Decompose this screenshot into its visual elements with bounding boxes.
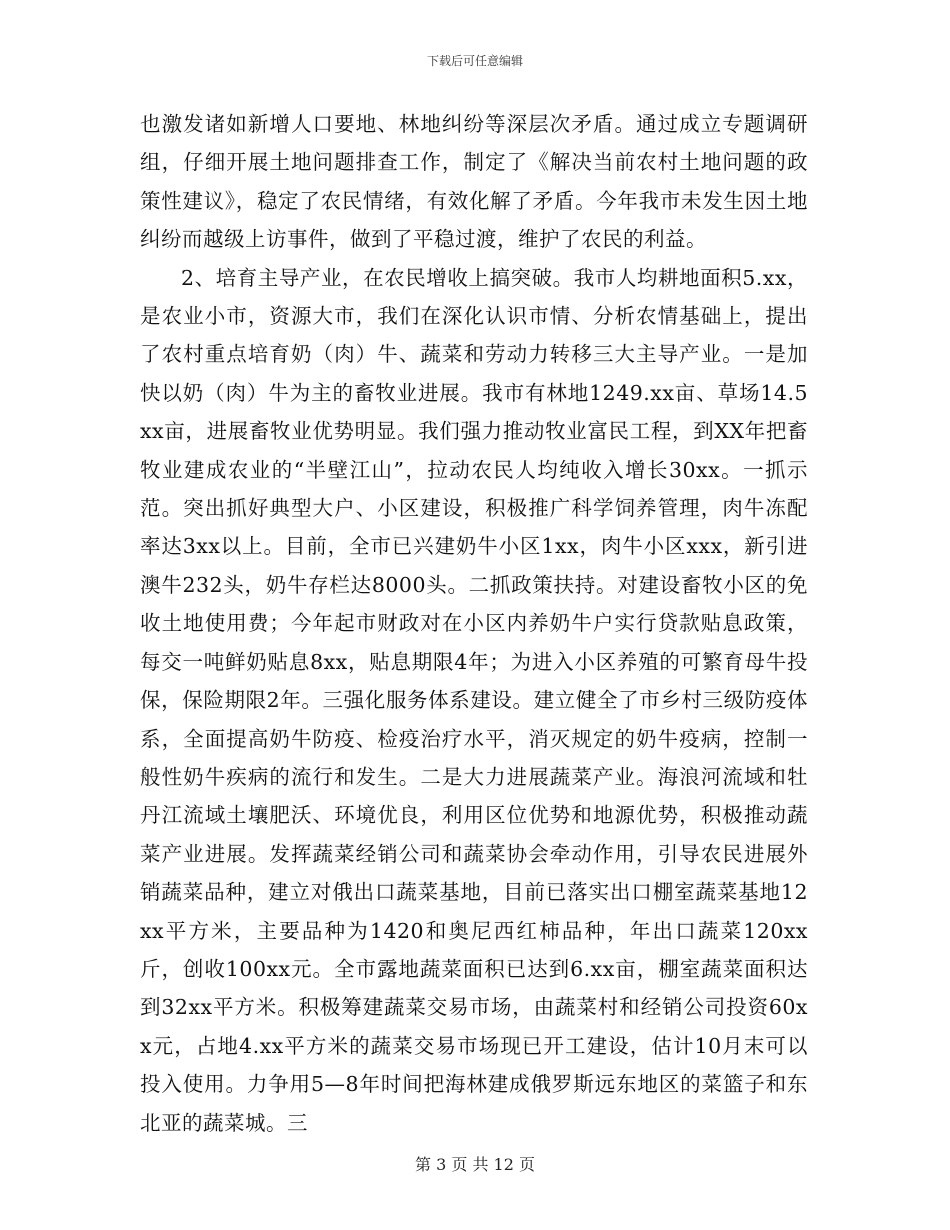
page-number-footer: 第 3 页 共 12 页 — [415, 1155, 535, 1174]
paragraph-leading-industry: 2、培育主导产业，在农民增收上搞突破。我市人均耕地面积5.xx，是农业小市，资源大市，我们在深化认识市情、分析农情基础上，提出了农村重点培育奶（肉）牛、蔬菜和劳动力转移三大主导产业。一是加快以奶（肉）牛为主的畜牧业进展。我市有林地1249.xx亩、草场14.5xx亩，进展畜牧业优势明显。我们强力推动牧业富民工程，到XX年把畜牧业建成农业的“半壁江山”，拉动农民人均纯收入增长30xx。一抓示范。突出抓好典型大户、小区建设，积极推广科学饲养管理，肉牛冻配率达3xx以上。目前，全市已兴建奶牛小区1xx，肉牛小区xxx，新引进澳牛232头，奶牛存栏达8000头。二抓政策扶持。对建设畜牧小区的免收土地使用费；今年起市财政对在小区内养奶牛户实行贷款贴息政策，每交一吨鲜奶贴息8xx，贴息期限4年；为进入小区养殖的可繁育母牛投保，保险期限2年。三强化服务体系建设。建立健全了市乡村三级防疫体系，全面提高奶牛防疫、检疫治疗水平，消灭规定的奶牛疫病，控制一般性奶牛疾病的流行和发生。二是大力进展蔬菜产业。海浪河流域和牡丹江流域土壤肥沃、环境优良，利用区位优势和地源优势，积极推动蔬菜产业进展。发挥蔬菜经销公司和蔬菜协会牵动作用，引导农民进展外销蔬菜品种，建立对俄出口蔬菜基地，目前已落实出口棚室蔬菜基地12xx平方米，主要品种为1420和奥尼西红柿品种，年出口蔬菜120xx斤，创收100xx元。全市露地蔬菜面积已达到6.xx亩，棚室蔬菜面积达到32xx平方米。积极筹建蔬菜交易市场，由蔬菜村和经销公司投资60xx元，占地4.xx平方米的蔬菜交易市场现已开工建设，估计10月末可以投入使用。力争用5—8年时间把海林建成俄罗斯远东地区的菜篮子和东北亚的蔬菜城。三 — [140, 265, 808, 1135]
page-header: 下载后可任意编辑 — [426, 54, 523, 68]
body-text — [140, 105, 808, 1142]
paragraph-continuation: 也激发诸如新增人口要地、林地纠纷等深层次矛盾。通过成立专题调研组，仔细开展土地问题排查工作，制定了《解决当前农村土地问题的政策性建议》，稳定了农民情绪，有效化解了矛盾。今年我市未发生因土地纠纷而越级上访事件，做到了平稳过渡，维护了农民的利益。 — [140, 112, 808, 252]
